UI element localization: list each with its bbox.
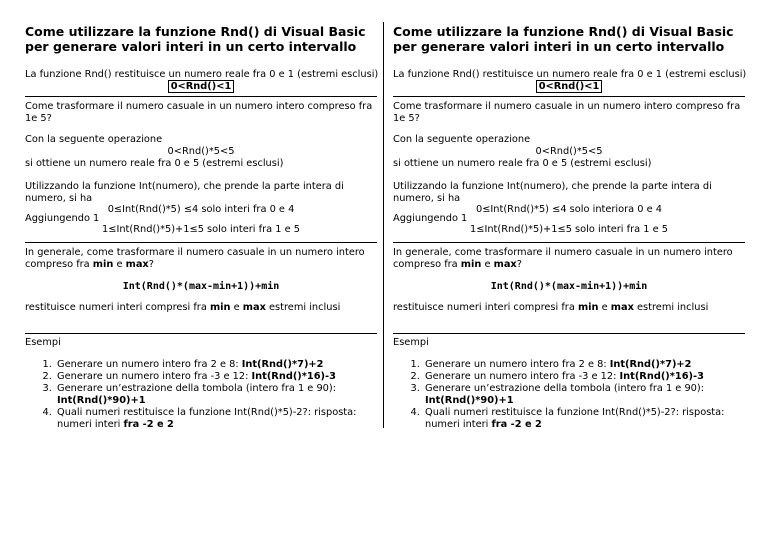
intro-text: La funzione Rnd() restituisce un numero reale fra 0 e 1 (estremi esclusi) <box>25 69 379 80</box>
add-formula: 1≤Int(Rnd()*5)+1≤5 solo interi fra 1 e 5 <box>470 224 668 235</box>
list-item: 4. Quali numeri restituisce la funzione Int(Rnd()*5)-2?: risposta: numeri interi fra -2 e 2 <box>423 407 745 431</box>
list-item: 1. Generare un numero intero fra 2 e 8: Int(Rnd()*7)+2 <box>55 359 377 371</box>
question-text: Come trasformare il numero casuale in un numero intero compreso fra 1e 5? <box>25 101 373 124</box>
divider <box>393 333 745 334</box>
general-question: In generale, come trasformare il numero casuale in un numero intero compreso fra min e max? <box>393 247 733 270</box>
general-result: restituisce numeri interi compresi fra min e max estremi inclusi <box>25 302 341 313</box>
general-formula: Int(Rnd()*(max-min+1))+min <box>490 281 648 292</box>
add-formula: 1≤Int(Rnd()*5)+1≤5 solo interi fra 1 e 5 <box>102 224 300 235</box>
int-text: Utilizzando la funzione Int(numero), che prende la parte intera di numero, si ha <box>25 181 344 204</box>
list-item: 2. Generare un numero intero fra -3 e 12: Int(Rnd()*16)-3 <box>55 371 377 383</box>
list-item: 2. Generare un numero intero fra -3 e 12: Int(Rnd()*16)-3 <box>423 371 745 383</box>
intro-formula-line <box>393 81 745 93</box>
intro-formula-line <box>25 81 377 93</box>
list-item: 3. Generare un’estrazione della tombola (intero fra 1 e 90): Int(Rnd()*90)+1 <box>55 383 377 407</box>
list-item: 1. Generare un numero intero fra 2 e 8: Int(Rnd()*7)+2 <box>423 359 745 371</box>
divider <box>25 333 377 334</box>
operation-result: si ottiene un numero reale fra 0 e 5 (estremi esclusi) <box>393 158 652 169</box>
operation-result: si ottiene un numero reale fra 0 e 5 (estremi esclusi) <box>25 158 284 169</box>
add-label: Aggiungendo 1 <box>25 213 100 224</box>
general-result: restituisce numeri interi compresi fra min e max estremi inclusi <box>393 302 709 313</box>
list-item: 4. Quali numeri restituisce la funzione Int(Rnd()*5)-2?: risposta: numeri interi fra -2 e 2 <box>55 407 377 431</box>
operation-formula: 0<Rnd()*5<5 <box>535 146 603 157</box>
general-formula: Int(Rnd()*(max-min+1))+min <box>122 281 280 292</box>
int-text: Utilizzando la funzione Int(numero), che prende la parte intera di numero, si ha <box>393 181 712 204</box>
general-question: In generale, come trasformare il numero casuale in un numero intero compreso fra min e max? <box>25 247 365 270</box>
divider <box>393 242 745 243</box>
operation-formula: 0<Rnd()*5<5 <box>167 146 235 157</box>
divider <box>25 242 377 243</box>
int-formula: 0≤Int(Rnd()*5) ≤4 solo interi fra 0 e 4 <box>107 204 295 215</box>
intro-text: La funzione Rnd() restituisce un numero reale fra 0 e 1 (estremi esclusi) <box>393 69 747 80</box>
page-title: Come utilizzare la funzione Rnd() di Visual Basic per generare valori interi in un certo intervallo <box>393 24 734 54</box>
question-text: Come trasformare il numero casuale in un numero intero compreso fra 1e 5? <box>393 101 741 124</box>
int-formula: 0≤Int(Rnd()*5) ≤4 solo interiora 0 e 4 <box>475 204 663 215</box>
add-label: Aggiungendo 1 <box>393 213 468 224</box>
page-title: Come utilizzare la funzione Rnd() di Visual Basic per generare valori interi in un certo intervallo <box>25 24 366 54</box>
operation-intro: Con la seguente operazione <box>393 134 531 145</box>
intro-formula: 0<Rnd()<1 <box>536 80 603 93</box>
column-divider <box>383 22 384 428</box>
examples-title: Esempi <box>25 337 61 348</box>
left-column <box>25 0 377 543</box>
right-column <box>393 0 745 543</box>
list-item: 3. Generare un’estrazione della tombola (intero fra 1 e 90): Int(Rnd()*90)+1 <box>423 383 745 407</box>
examples-list <box>393 359 745 431</box>
divider <box>393 96 745 97</box>
intro-formula: 0<Rnd()<1 <box>168 80 235 93</box>
divider <box>25 96 377 97</box>
operation-intro: Con la seguente operazione <box>25 134 163 145</box>
examples-title: Esempi <box>393 337 429 348</box>
examples-list <box>25 359 377 431</box>
